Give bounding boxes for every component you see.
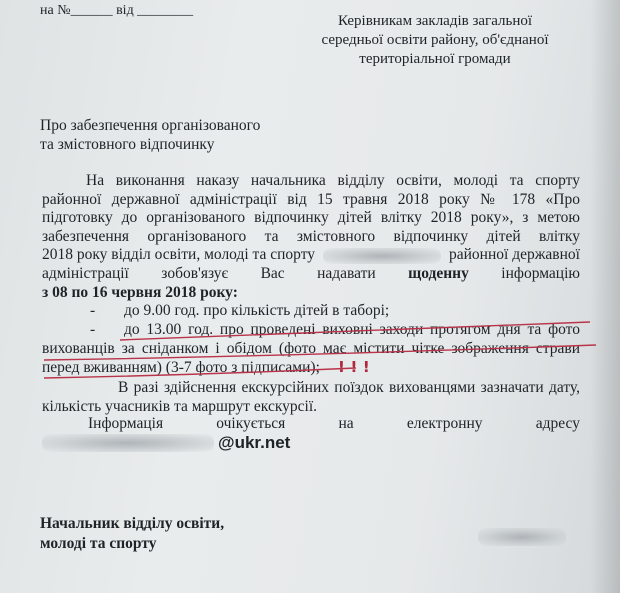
admin-text: районної державної (449, 246, 580, 264)
list-dash: - (90, 321, 96, 338)
date-range: з 08 по 16 червня 2018 року: (42, 283, 238, 301)
paragraph-line: забезпечення організованого та змістовного відпочинку дітей влітку (42, 227, 580, 245)
redacted-region (478, 528, 566, 546)
word: адресу (535, 415, 580, 432)
list-item-1: до 9.00 год. про кількість дітей в таборі; (124, 302, 390, 319)
excursion-paragraph (42, 379, 580, 416)
underline-1 (120, 322, 590, 340)
word: інформацію (501, 264, 580, 282)
paragraph-line: підготовку до організованого відпочинку дітей влітку 2018 року», з метою (42, 209, 580, 227)
paragraph-line: На виконання наказу начальника відділу освіти, молоді та спорту (86, 172, 580, 189)
info-line (88, 415, 580, 433)
word: на (338, 415, 354, 432)
word: електронну (406, 415, 483, 432)
word: зобов'язує (161, 264, 229, 282)
word: Інформація (88, 415, 164, 432)
word: Вас (260, 264, 285, 282)
word: адміністрації (42, 264, 129, 282)
subject-line-1: Про забезпечення організованого (40, 117, 261, 134)
recipient-line-1: Керівникам закладів загальної (337, 13, 533, 29)
word-bold: щоденну (408, 264, 469, 282)
underline-3 (44, 368, 356, 378)
word: очікується (216, 415, 286, 432)
recipient-line-2: середньої освіти району, об'єднаної (321, 32, 549, 48)
paragraph-line: районної державної адміністрації від 15 травня 2018 року № 178 «Про (42, 190, 580, 208)
email-line (42, 434, 290, 452)
dept-text: 2018 року відділ освіти, молоді та спорту (42, 246, 316, 264)
underline-2 (44, 345, 596, 360)
item-line-text: перед вживанням) (3-7 фото з підписами); (42, 359, 320, 377)
subject-line-2: та змістовного відпочинку (40, 136, 215, 153)
handwritten-exclamation: ! ! ! (337, 358, 370, 377)
redacted-signature-name (478, 528, 566, 546)
item-line: до 13.00 год. про проведені виховні заходи протягом дня та фото (124, 321, 580, 338)
outgoing-number-line: на №______ від ________ (40, 3, 194, 18)
signature-title-line-1: Начальник відділу освіти, (40, 515, 225, 532)
signature-title-line-2: молоді та спорту (40, 535, 157, 552)
recipient-line-3: територіальної громади (359, 51, 511, 67)
paragraph-line: кількість учасників та маршрут екскурсії. (42, 397, 318, 415)
email-domain: @ukr.net (218, 433, 291, 452)
list-dash: - (90, 302, 96, 319)
redacted-email-user (42, 434, 214, 452)
word: надавати (317, 264, 376, 282)
paragraph-line: В разі здійснення екскурсійних поїздок вихованцями зазначати дату, (118, 379, 580, 396)
item-line: вихованців за сніданком і обідом (фото має містити чітке зображення страви (42, 339, 580, 357)
